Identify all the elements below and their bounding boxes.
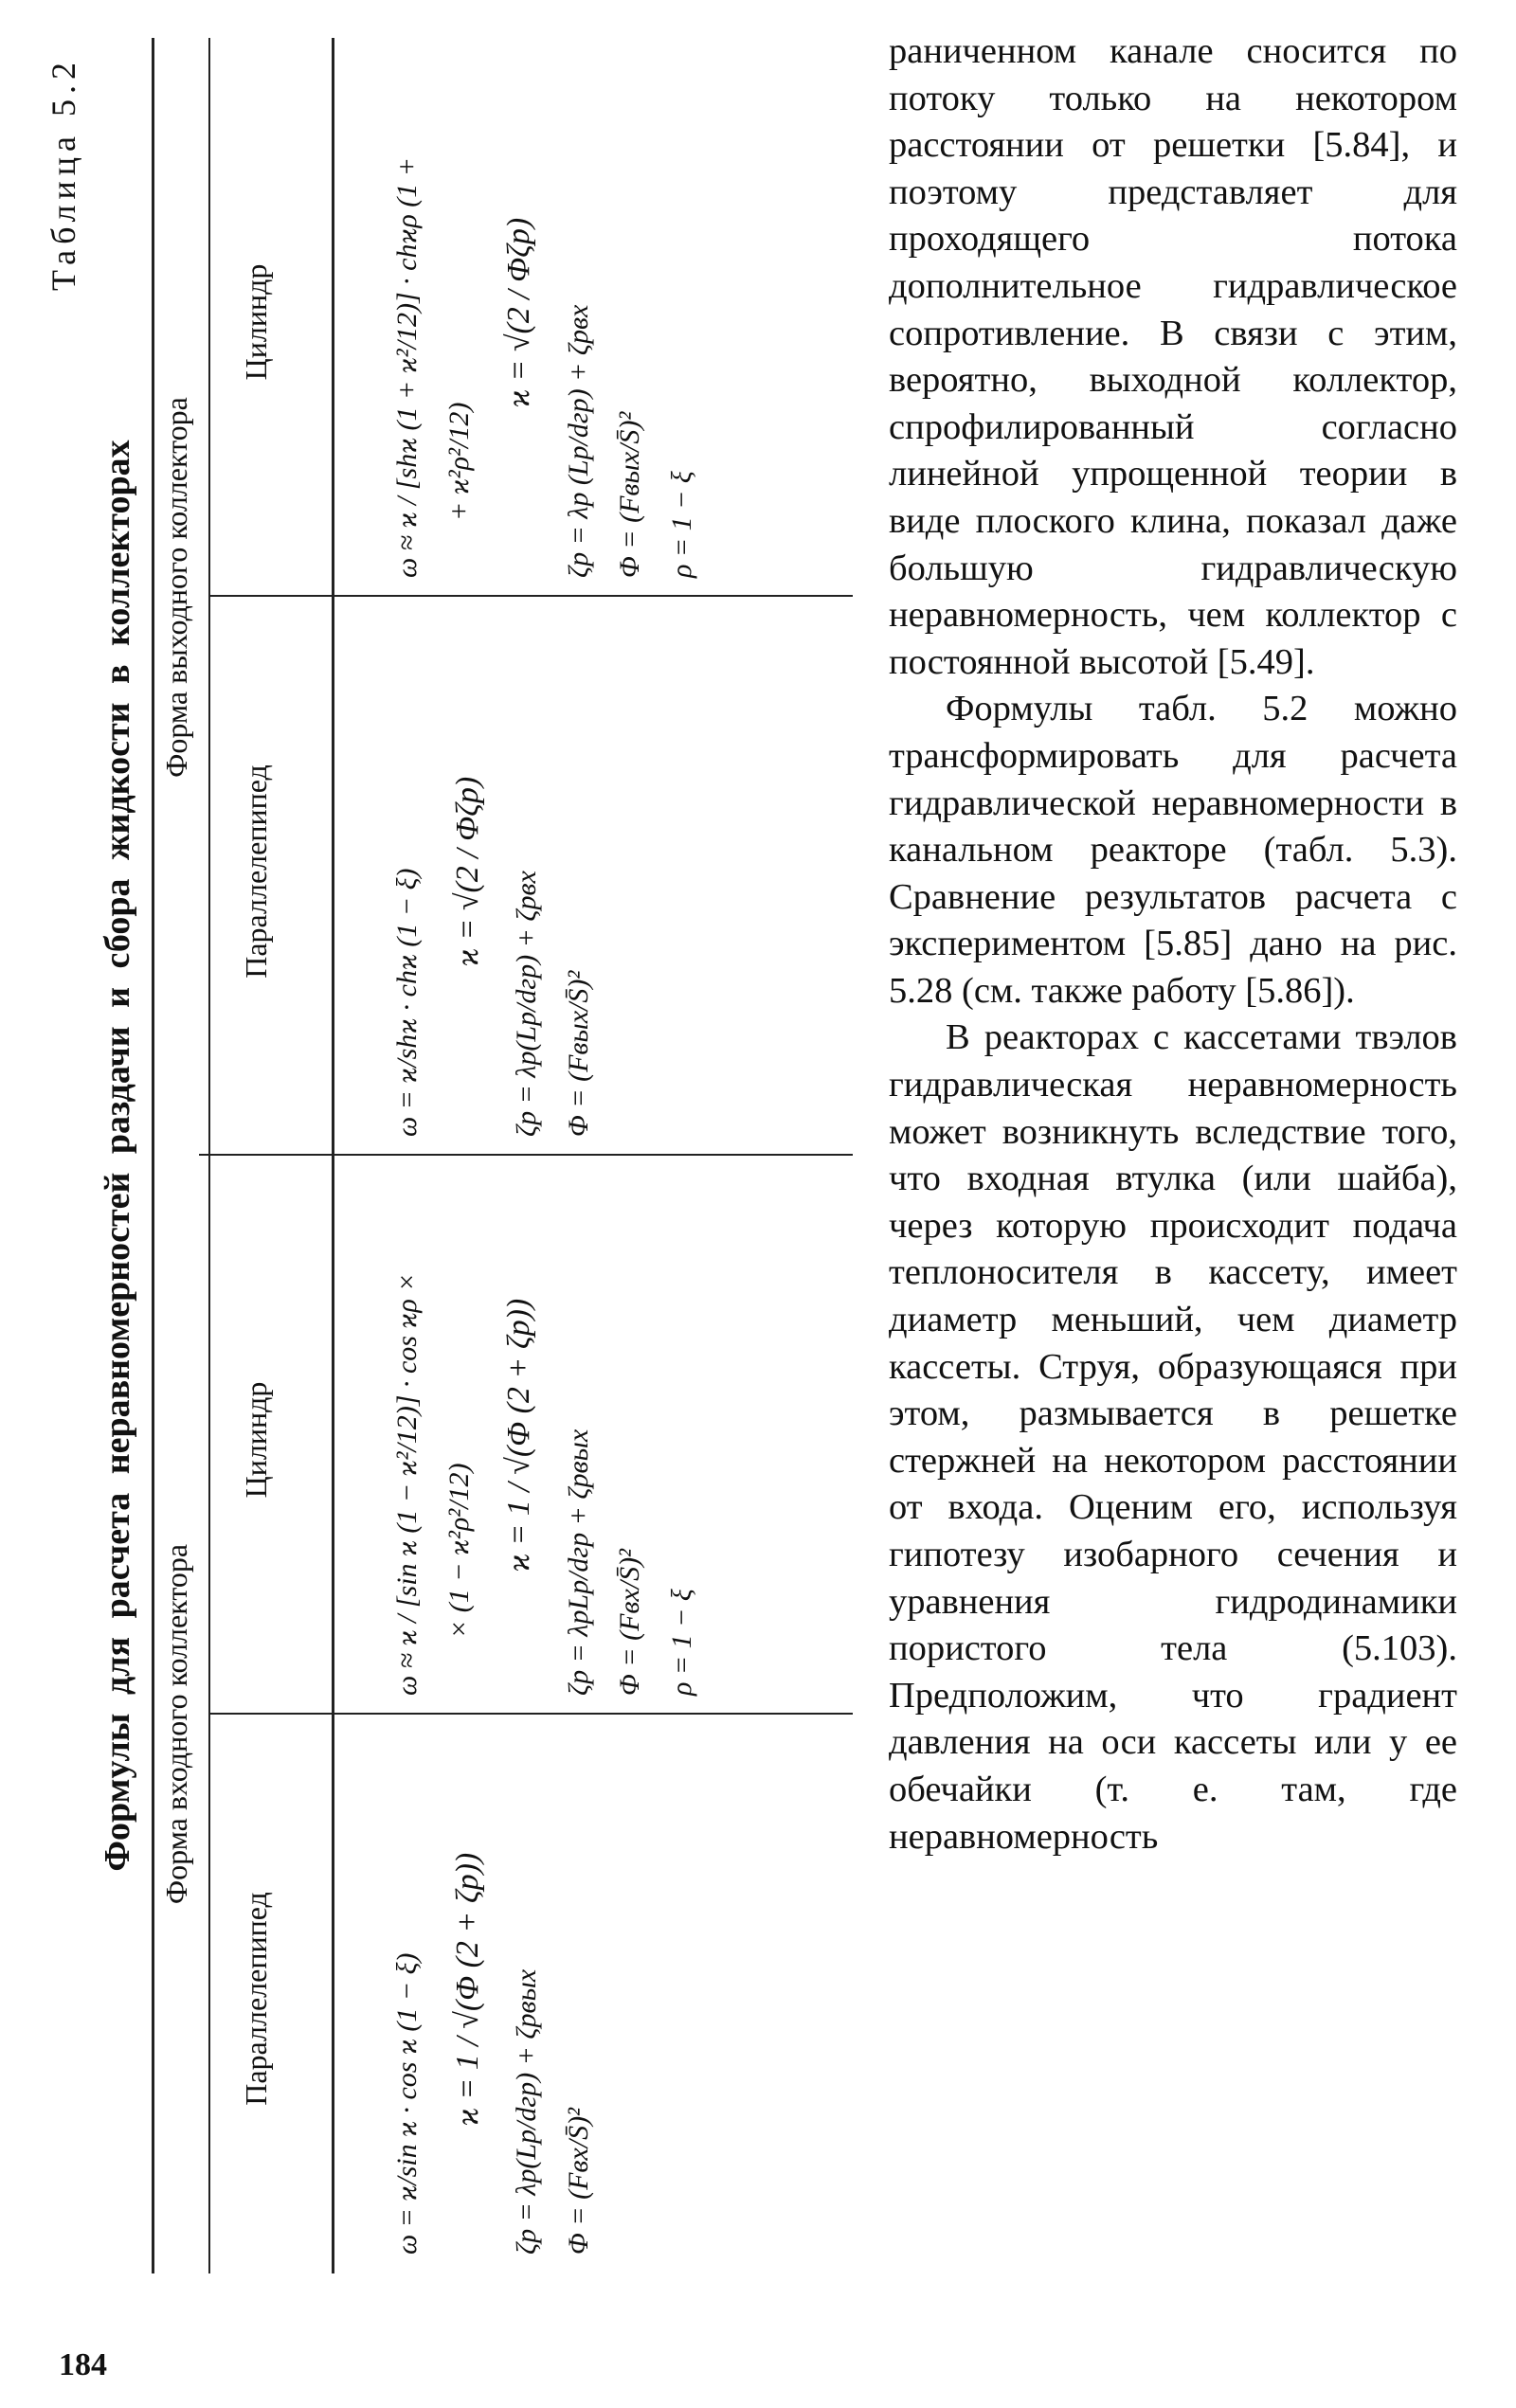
formula-table	[152, 38, 853, 2273]
formula-kappa: ϰ = √(2 / Φζр)	[501, 217, 536, 408]
subheader-rule	[208, 38, 210, 2273]
formula-omega: ω = ϰ/sin ϰ · cos ϰ (1 − ξ)	[391, 1952, 423, 2255]
col-divider-3	[208, 595, 853, 597]
paragraph: В реакторах с кассетами твэлов гидравлическая неравномерность может возникнуть вследствие того, что входная втулка (или шайба), через которую происходит подача теплоносителя в кассету, имеет диаметр меньший, чем диаметр кассеты. Струя, образующаяся при этом, размывается в решетке стержней на некотором расстоянии от входа. Оценим его, используя гипотезу изобарного сечения и уравнения гидродинамики пористого тела (5.103). Предположим, что градиент давления на оси кассеты или у ее обечайки (т. е. там, где неравномерность	[889, 1017, 1457, 1857]
formula-phi: Φ = (Fвых/S̄)²	[562, 970, 594, 1137]
table-title: Формулы для расчета неравномерностей раздачи и сбора жидкости в коллекторах	[98, 440, 137, 1872]
formula-kappa: ϰ = 1 / √(Φ (2 + ζр))	[449, 1852, 485, 2127]
formula-kappa: ϰ = √(2 / Φζр)	[449, 776, 485, 967]
paragraph-continued: раниченном канале сносится по потоку только на некотором расстоянии от решетки [5.84], и поэтому представляет для проходящего потока дополнительное гидравлическое сопротивление. В связи с этим, вероятно, выходной коллектор, спрофилированный согласно линейной упрощенной теории в виде плоского клина, показал даже большую гидравлическую неравномерность, чем коллектор с постоянной высотой [5.49].	[889, 31, 1457, 682]
table-caption: Таблица 5.2	[45, 57, 82, 291]
formula-omega-continued: × (1 − ϰ²ρ²/12)	[442, 1463, 475, 1639]
formula-zeta: ζр = λрLр/dгр + ζрвых	[562, 1429, 594, 1696]
col-divider-1	[208, 1713, 853, 1715]
formula-zeta: ζр = λр(Lр/dгр) + ζрвых	[511, 1968, 543, 2255]
formula-zeta: ζр = λр (Lр/dгр) + ζрвх	[562, 304, 594, 578]
formula-kappa: ϰ = 1 / √(Φ (2 + ζр))	[501, 1298, 536, 1572]
table-rotated	[38, 38, 853, 2273]
col-header-inlet-cylinder: Цилиндр	[239, 1381, 273, 1499]
table-top-rule	[152, 38, 154, 2273]
col-header-outlet-cylinder: Цилиндр	[239, 263, 273, 381]
formula-phi: Φ = (Fвых/S̄)²	[614, 411, 646, 578]
group-header-outlet: Форма выходного коллектора	[159, 397, 193, 778]
paragraph: Формулы табл. 5.2 можно трансформировать для расчета гидравлической неравномерности в канальном реакторе (табл. 5.3). Сравнение результатов расчета с экспериментом [5.85] дано на рис. 5.28 (см. также работу [5.86]).	[889, 689, 1457, 1011]
formulas-outlet-cylinder	[388, 47, 845, 578]
formula-phi: Φ = (Fвх/S̄)²	[562, 2107, 594, 2255]
formula-zeta: ζр = λр(Lр/dгр) + ζрвх	[511, 871, 543, 1137]
col-header-inlet-parallelepiped: Параллелепипед	[239, 1892, 273, 2106]
group-divider	[199, 1154, 853, 1156]
formula-rho: ρ = 1 − ξ	[665, 471, 697, 578]
table-container	[38, 38, 853, 2273]
formulas-inlet-cylinder	[388, 1175, 845, 1696]
formula-omega: ω = ϰ/shϰ · chϰ (1 − ξ)	[391, 868, 423, 1137]
formula-rho: ρ = 1 − ξ	[665, 1589, 697, 1696]
formula-omega-continued: + ϰ²ρ²/12)	[442, 402, 475, 521]
formula-omega: ω ≈ ϰ / [sin ϰ (1 − ϰ²/12)] · cos ϰρ ×	[391, 1272, 423, 1696]
formulas-inlet-parallelepiped	[388, 1724, 845, 2255]
formula-phi: Φ = (Fвх/S̄)²	[614, 1548, 646, 1696]
group-header-inlet: Форма входного коллектора	[159, 1543, 193, 1905]
col-header-outlet-parallelepiped: Параллелепипед	[239, 764, 273, 979]
body-text	[889, 28, 1457, 1860]
page-number: 184	[59, 2347, 107, 2382]
header-bottom-rule	[332, 38, 334, 2273]
formulas-outlet-parallelepiped	[388, 606, 845, 1137]
formula-omega: ω ≈ ϰ / [shϰ (1 + ϰ²/12)] · chϰρ (1 +	[391, 157, 423, 578]
